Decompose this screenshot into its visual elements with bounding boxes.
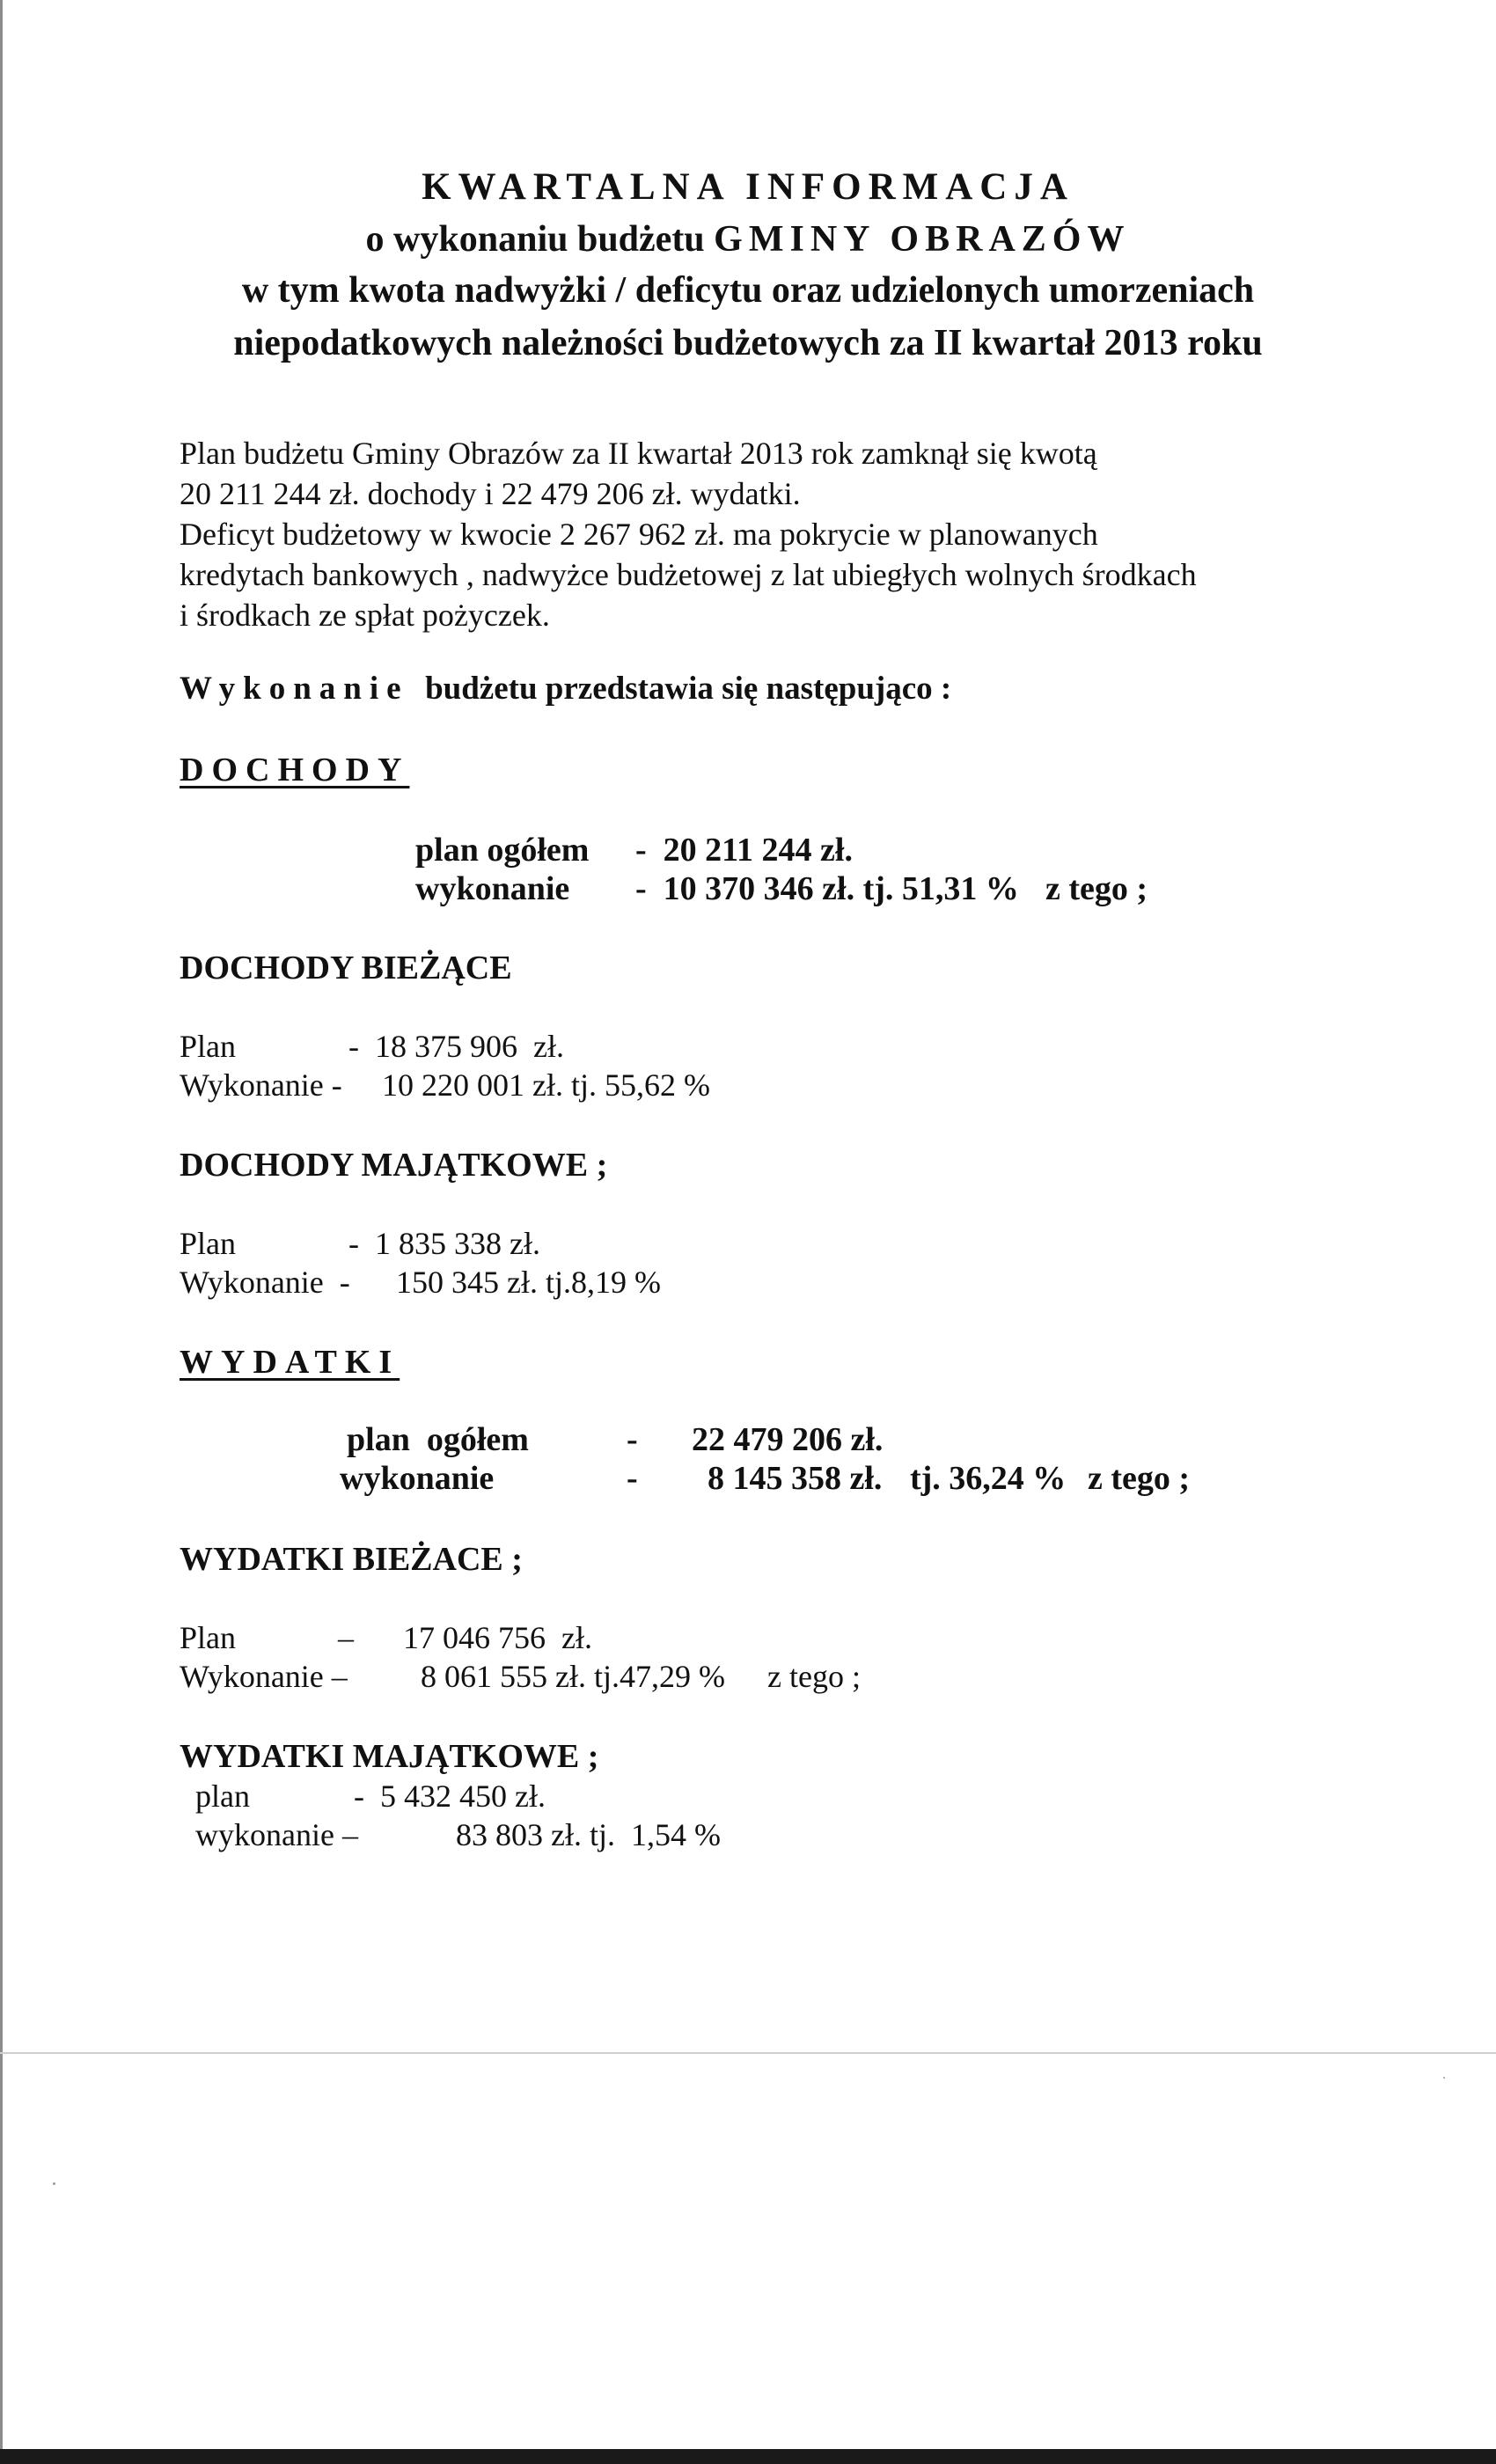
expenses-exec-suffix: z tego ; (1088, 1460, 1191, 1497)
doc-title-line3: w tym kwota nadwyżki / deficytu oraz udzielonych umorzeniach (241, 270, 1255, 311)
intro-line-5: i środkach ze spłat pożyczek. (180, 598, 550, 633)
doc-title: KWARTALNA INFORMACJA (422, 166, 1074, 208)
execution-heading-spaced: Wykonanie (180, 671, 409, 707)
property-expenses-heading: WYDATKI MAJĄTKOWE ; (180, 1738, 599, 1775)
expenses-heading: WYDATKI (180, 1344, 400, 1381)
expenses-exec-pct: tj. 36,24 % (910, 1460, 1067, 1497)
page-bottom-edge (0, 2052, 1496, 2054)
intro-line-1: Plan budżetu Gminy Obrazów za II kwartał 2013 rok zamknął się kwotą (180, 436, 1097, 471)
income-plan-label: plan ogółem (415, 832, 590, 869)
current-expenses-plan-dash: – (338, 1620, 354, 1655)
intro-line-3: Deficyt budżetowy w kwocie 2 267 962 zł. ma pokrycie w planowanych (180, 517, 1098, 552)
current-expenses-exec-label: Wykonanie – (180, 1659, 348, 1694)
current-expenses-exec-suffix: z tego ; (767, 1659, 861, 1694)
expenses-exec-value: 8 145 358 zł. (708, 1460, 883, 1497)
intro-line-4: kredytach bankowych , nadwyżce budżetowej z lat ubiegłych wolnych środkach (180, 557, 1197, 592)
expenses-plan-dash: - (627, 1421, 638, 1458)
doc-title-line2 (0, 218, 1496, 260)
scan-bottom-border (0, 2449, 1496, 2464)
current-expenses-plan-value: 17 046 756 zł. (403, 1620, 592, 1655)
income-heading: DOCHODY (180, 752, 410, 788)
current-expenses-plan-label: Plan (180, 1620, 237, 1655)
current-income-exec-label: Wykonanie - (180, 1067, 342, 1103)
property-expenses-exec-label: wykonanie – (195, 1817, 358, 1852)
property-income-heading: DOCHODY MAJĄTKOWE ; (180, 1147, 608, 1184)
doc-title-line4: niepodatkowych należności budżetowych za II kwartał 2013 roku (233, 323, 1263, 363)
scan-left-edge (0, 0, 3, 2449)
execution-heading (180, 669, 951, 709)
property-income-exec-value: 150 345 zł. tj.8,19 % (396, 1265, 661, 1300)
expenses-plan-value: 22 479 206 zł. (692, 1421, 884, 1458)
scan-speck (1443, 2077, 1445, 2079)
expenses-exec-label: wykonanie (340, 1460, 495, 1497)
current-income-heading: DOCHODY BIEŻĄCE (180, 950, 512, 986)
property-income-plan-value: - 1 835 338 zł. (348, 1226, 540, 1261)
current-income-exec-value: 10 220 001 zł. tj. 55,62 % (382, 1067, 710, 1103)
doc-title-line2-text: o wykonaniu budżetu (365, 219, 705, 260)
execution-heading-rest: budżetu przedstawia się następująco : (425, 671, 952, 707)
income-exec-suffix: z tego ; (1045, 870, 1148, 907)
current-income-plan-value: - 18 375 906 zł. (348, 1029, 564, 1064)
property-expenses-plan-value: - 5 432 450 zł. (354, 1778, 546, 1814)
income-plan-value: - 20 211 244 zł. (635, 832, 853, 869)
property-expenses-exec-value: 83 803 zł. tj. 1,54 % (456, 1817, 721, 1852)
income-exec-label: wykonanie (415, 870, 570, 907)
expenses-exec-dash: - (627, 1460, 638, 1497)
property-expenses-plan-label: plan (195, 1778, 250, 1814)
current-expenses-exec-value: 8 061 555 zł. tj.47,29 % (421, 1659, 725, 1694)
doc-title-municipality: GMINY OBRAZÓW (714, 219, 1131, 260)
current-expenses-heading: WYDATKI BIEŻACE ; (180, 1541, 523, 1578)
current-income-plan-label: Plan (180, 1029, 237, 1064)
intro-line-2: 20 211 244 zł. dochody i 22 479 206 zł. wydatki. (180, 476, 801, 511)
property-income-plan-label: Plan (180, 1226, 237, 1261)
property-income-exec-label: Wykonanie - (180, 1265, 350, 1300)
expenses-plan-label: plan ogółem (347, 1421, 529, 1458)
scan-speck (53, 2182, 55, 2185)
income-exec-value: - 10 370 346 zł. tj. 51,31 % (635, 870, 1019, 907)
